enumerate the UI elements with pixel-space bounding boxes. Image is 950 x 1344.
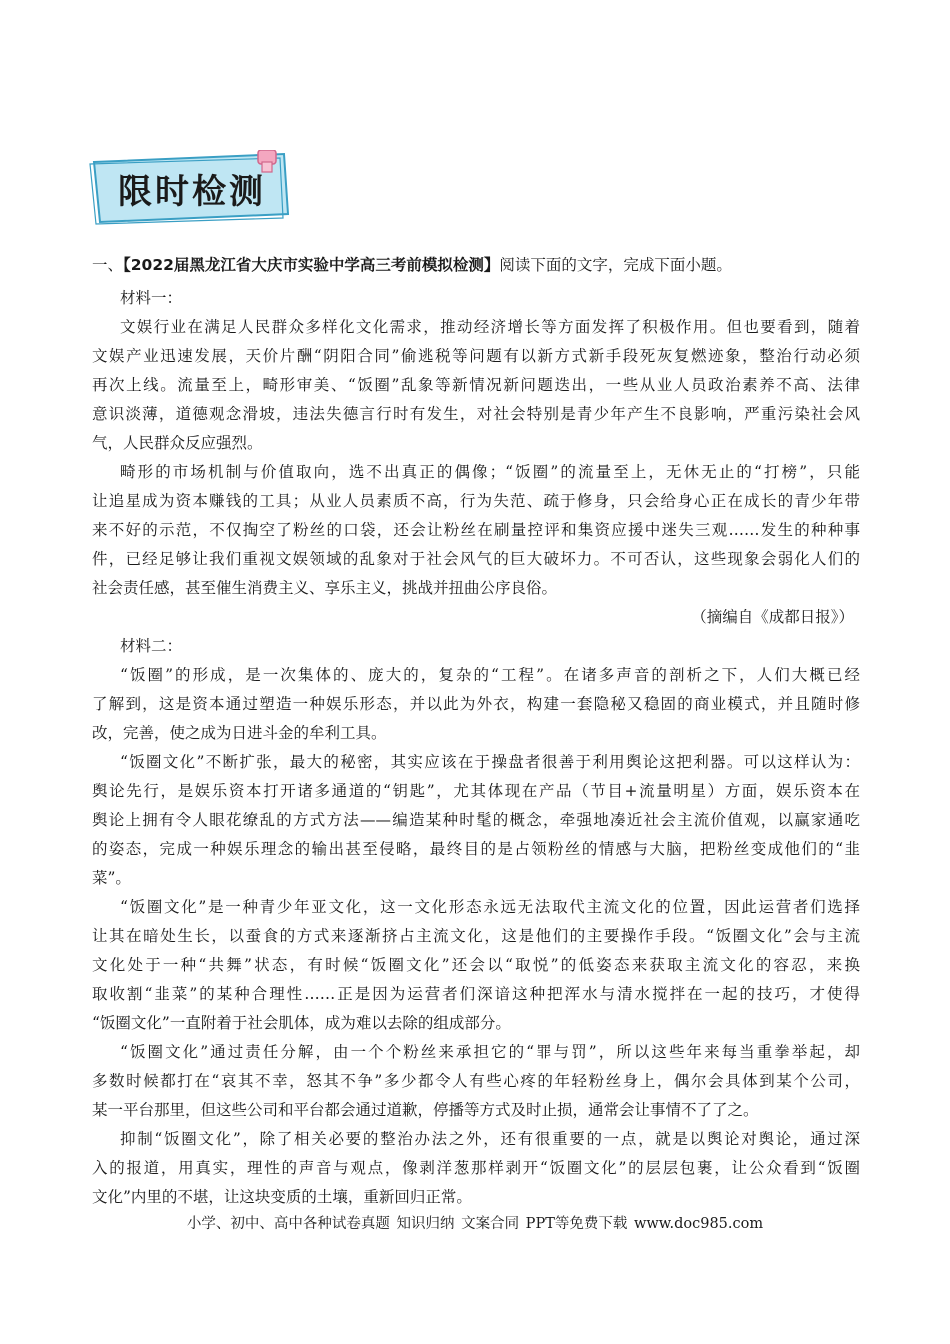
paragraph-line: 文娱行业在满足人民群众多样化文化需求，推动经济增长等方面发挥了积极作用。但也要看到，随着	[120, 318, 860, 336]
material2-label: 材料二：	[120, 637, 183, 655]
material1-source: （摘编自《成都日报》）	[691, 608, 854, 626]
paragraph-line: 入的报道，用真实，理性的声音与观点，像剥洋葱那样剥开“饭圈文化”的层层包裹，让公众看到“饭圈	[92, 1159, 860, 1177]
paragraph-line: 多数时候都打在“哀其不幸，怒其不争”多少都令人有些心疼的年轻粉丝身上，偶尔会具体到某个公司，	[92, 1072, 860, 1090]
paragraph-line: 某一平台那里，但这些公司和平台都会通过道歉，停播等方式及时止损，通常会让事情不了了之。	[92, 1101, 759, 1119]
paragraph-line: 抑制“饭圈文化”，除了相关必要的整治办法之外，还有很重要的一点，就是以舆论对舆论，通过深	[120, 1130, 860, 1148]
paragraph-line: 让其在暗处生长，以蚕食的方式来逐渐挤占主流文化，这是他们的主要操作手段。“饭圈文化”会与主流	[92, 927, 860, 945]
paragraph-line: 文娱产业迅速发展，天价片酬“阴阳合同”偷逃税等问题有以新方式新手段死灰复燃迹象，整治行动必须	[92, 347, 860, 365]
paragraph-line: 畸形的市场机制与价值取向，选不出真正的偶像；“饭圈”的流量至上，无休无止的“打榜”，只能	[120, 463, 860, 481]
question-instruction: 阅读下面的文字，完成下面小题。	[499, 256, 732, 274]
paragraph-line: 舆论先行，是娱乐资本打开诸多通道的“钥匙”，尤其体现在产品（节目+流量明星）方面，娱乐资本在	[92, 782, 860, 800]
paragraph-line: 改，完善，使之成为日进斗金的牟利工具。	[92, 724, 387, 742]
paragraph-line: “饭圈文化”通过责任分解，由一个个粉丝来承担它的“罪与罚”，所以这些年来每当重拳举起，却	[120, 1043, 860, 1061]
paragraph-line: 的姿态，完成一种娱乐理念的输出甚至侵略，最终目的是占领粉丝的情感与大脑，把粉丝变成他们的“韭	[92, 840, 860, 858]
paragraph-line: 取收割“韭菜”的某种合理性……正是因为运营者们深谙这种把浑水与清水搅拌在一起的技巧，才使得	[92, 985, 860, 1003]
paragraph-line: “饭圈”的形成，是一次集体的、庞大的，复杂的“工程”。在诸多声音的剖析之下，人们大概已经	[120, 666, 860, 684]
paragraph-line: 件，已经足够让我们重视文娱领域的乱象对于社会风气的巨大破坏力。不可否认，这些现象会弱化人们的	[92, 550, 860, 568]
banner-title: 限时检测	[118, 172, 266, 212]
section-banner	[88, 150, 296, 228]
material1-label: 材料一：	[120, 289, 183, 307]
paragraph-line: 来不好的示范，不仅掏空了粉丝的口袋，还会让粉丝在刷量控评和集资应援中迷失三观……发生的种种事	[92, 521, 860, 539]
paragraph-line: 社会责任感，甚至催生消费主义、享乐主义，挑战并扭曲公序良俗。	[92, 579, 558, 597]
paragraph-line: 意识淡薄，道德观念滑坡，违法失德言行时有发生，对社会特别是青少年产生不良影响，严重污染社会风	[92, 405, 860, 423]
question-source: 【2022届黑龙江省大庆市实验中学高三考前模拟检测】	[123, 256, 500, 274]
paragraph-line: 让追星成为资本赚钱的工具；从业人员素质不高，行为失范、疏于修身，只会给身心正在成长的青少年带	[92, 492, 860, 510]
paragraph-line: “饭圈文化”是一种青少年亚文化，这一文化形态永远无法取代主流文化的位置，因此运营者们选择	[120, 898, 860, 916]
paragraph-line: “饭圈文化”不断扩张，最大的秘密，其实应该在于操盘者很善于利用舆论这把利器。可以这样认为：	[120, 753, 860, 771]
paragraph-line: 菜”。	[92, 869, 131, 887]
question-heading	[92, 254, 732, 276]
paragraph-line: 文化处于一种“共舞”状态，有时候“饭圈文化”还会以“取悦”的低姿态来获取主流文化的容忍，来换	[92, 956, 860, 974]
paragraph-line: 气，人民群众反应强烈。	[92, 434, 263, 452]
paragraph-line: 舆论上拥有令人眼花缭乱的方式方法——编造某种时髦的概念，牵强地凑近社会主流价值观，以赢家通吃	[92, 811, 860, 829]
page-footer: 小学、初中、高中各种试卷真题 知识归纳 文案合同 PPT等免费下载 www.doc985.com	[186, 1216, 764, 1232]
question-number: 一、	[92, 256, 124, 274]
paragraph-line: 文化”内里的不堪，让这块变质的土壤，重新回归正常。	[92, 1188, 472, 1206]
paragraph-line: 了解到，这是资本通过塑造一种娱乐形态，并以此为外衣，构建一套隐秘又稳固的商业模式，并且随时修	[92, 695, 860, 713]
paragraph-line: 再次上线。流量至上，畸形审美、“饭圈”乱象等新情况新问题迭出，一些从业人员政治素养不高、法律	[92, 376, 860, 394]
reading-passage	[92, 284, 860, 1212]
paragraph-line: “饭圈文化”一直附着于社会肌体，成为难以去除的组成部分。	[92, 1014, 511, 1032]
